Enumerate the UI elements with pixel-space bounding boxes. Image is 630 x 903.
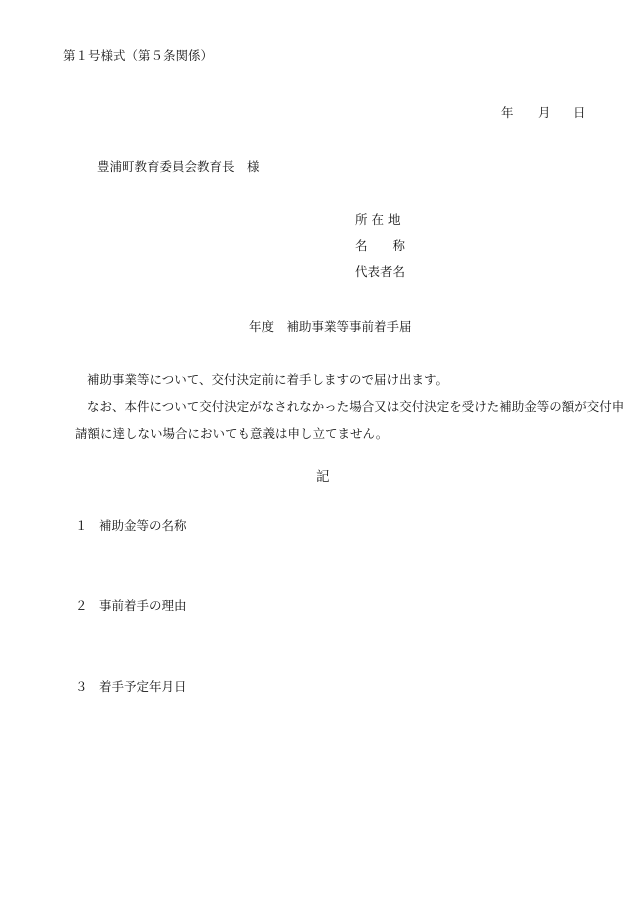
representative-label: 代表者名 [355, 264, 406, 279]
item-label: 補助金等の名称 [99, 518, 187, 533]
addressee: 豊浦町教育委員会教育長 様 [97, 159, 260, 174]
document-title: 年度 補助事業等事前着手届 [249, 319, 412, 334]
item-number: ３ [75, 679, 88, 694]
date-year-label: 年 [501, 105, 514, 120]
address-label: 所 在 地 [355, 212, 401, 227]
item-number: １ [75, 518, 88, 533]
date-day-label: 日 [573, 105, 586, 120]
item-label: 着手予定年月日 [99, 679, 187, 694]
ki-heading: 記 [316, 469, 330, 485]
body-paragraph-1: 補助事業等について、交付決定前に着手しますので届け出ます。 [87, 372, 449, 387]
body-paragraph-2-line-2: 請額に達しない場合においても意義は申し立てません。 [75, 426, 389, 441]
form-number: 第１号様式（第５条関係） [63, 48, 214, 63]
item-number: ２ [75, 598, 88, 613]
body-paragraph-2-line-1: なお、本件について交付決定がなされなかった場合又は交付決定を受けた補助金等の額が交付申 [87, 399, 625, 414]
date-month-label: 月 [538, 105, 551, 120]
item-label: 事前着手の理由 [99, 598, 187, 613]
name-label: 名 称 [355, 238, 406, 253]
